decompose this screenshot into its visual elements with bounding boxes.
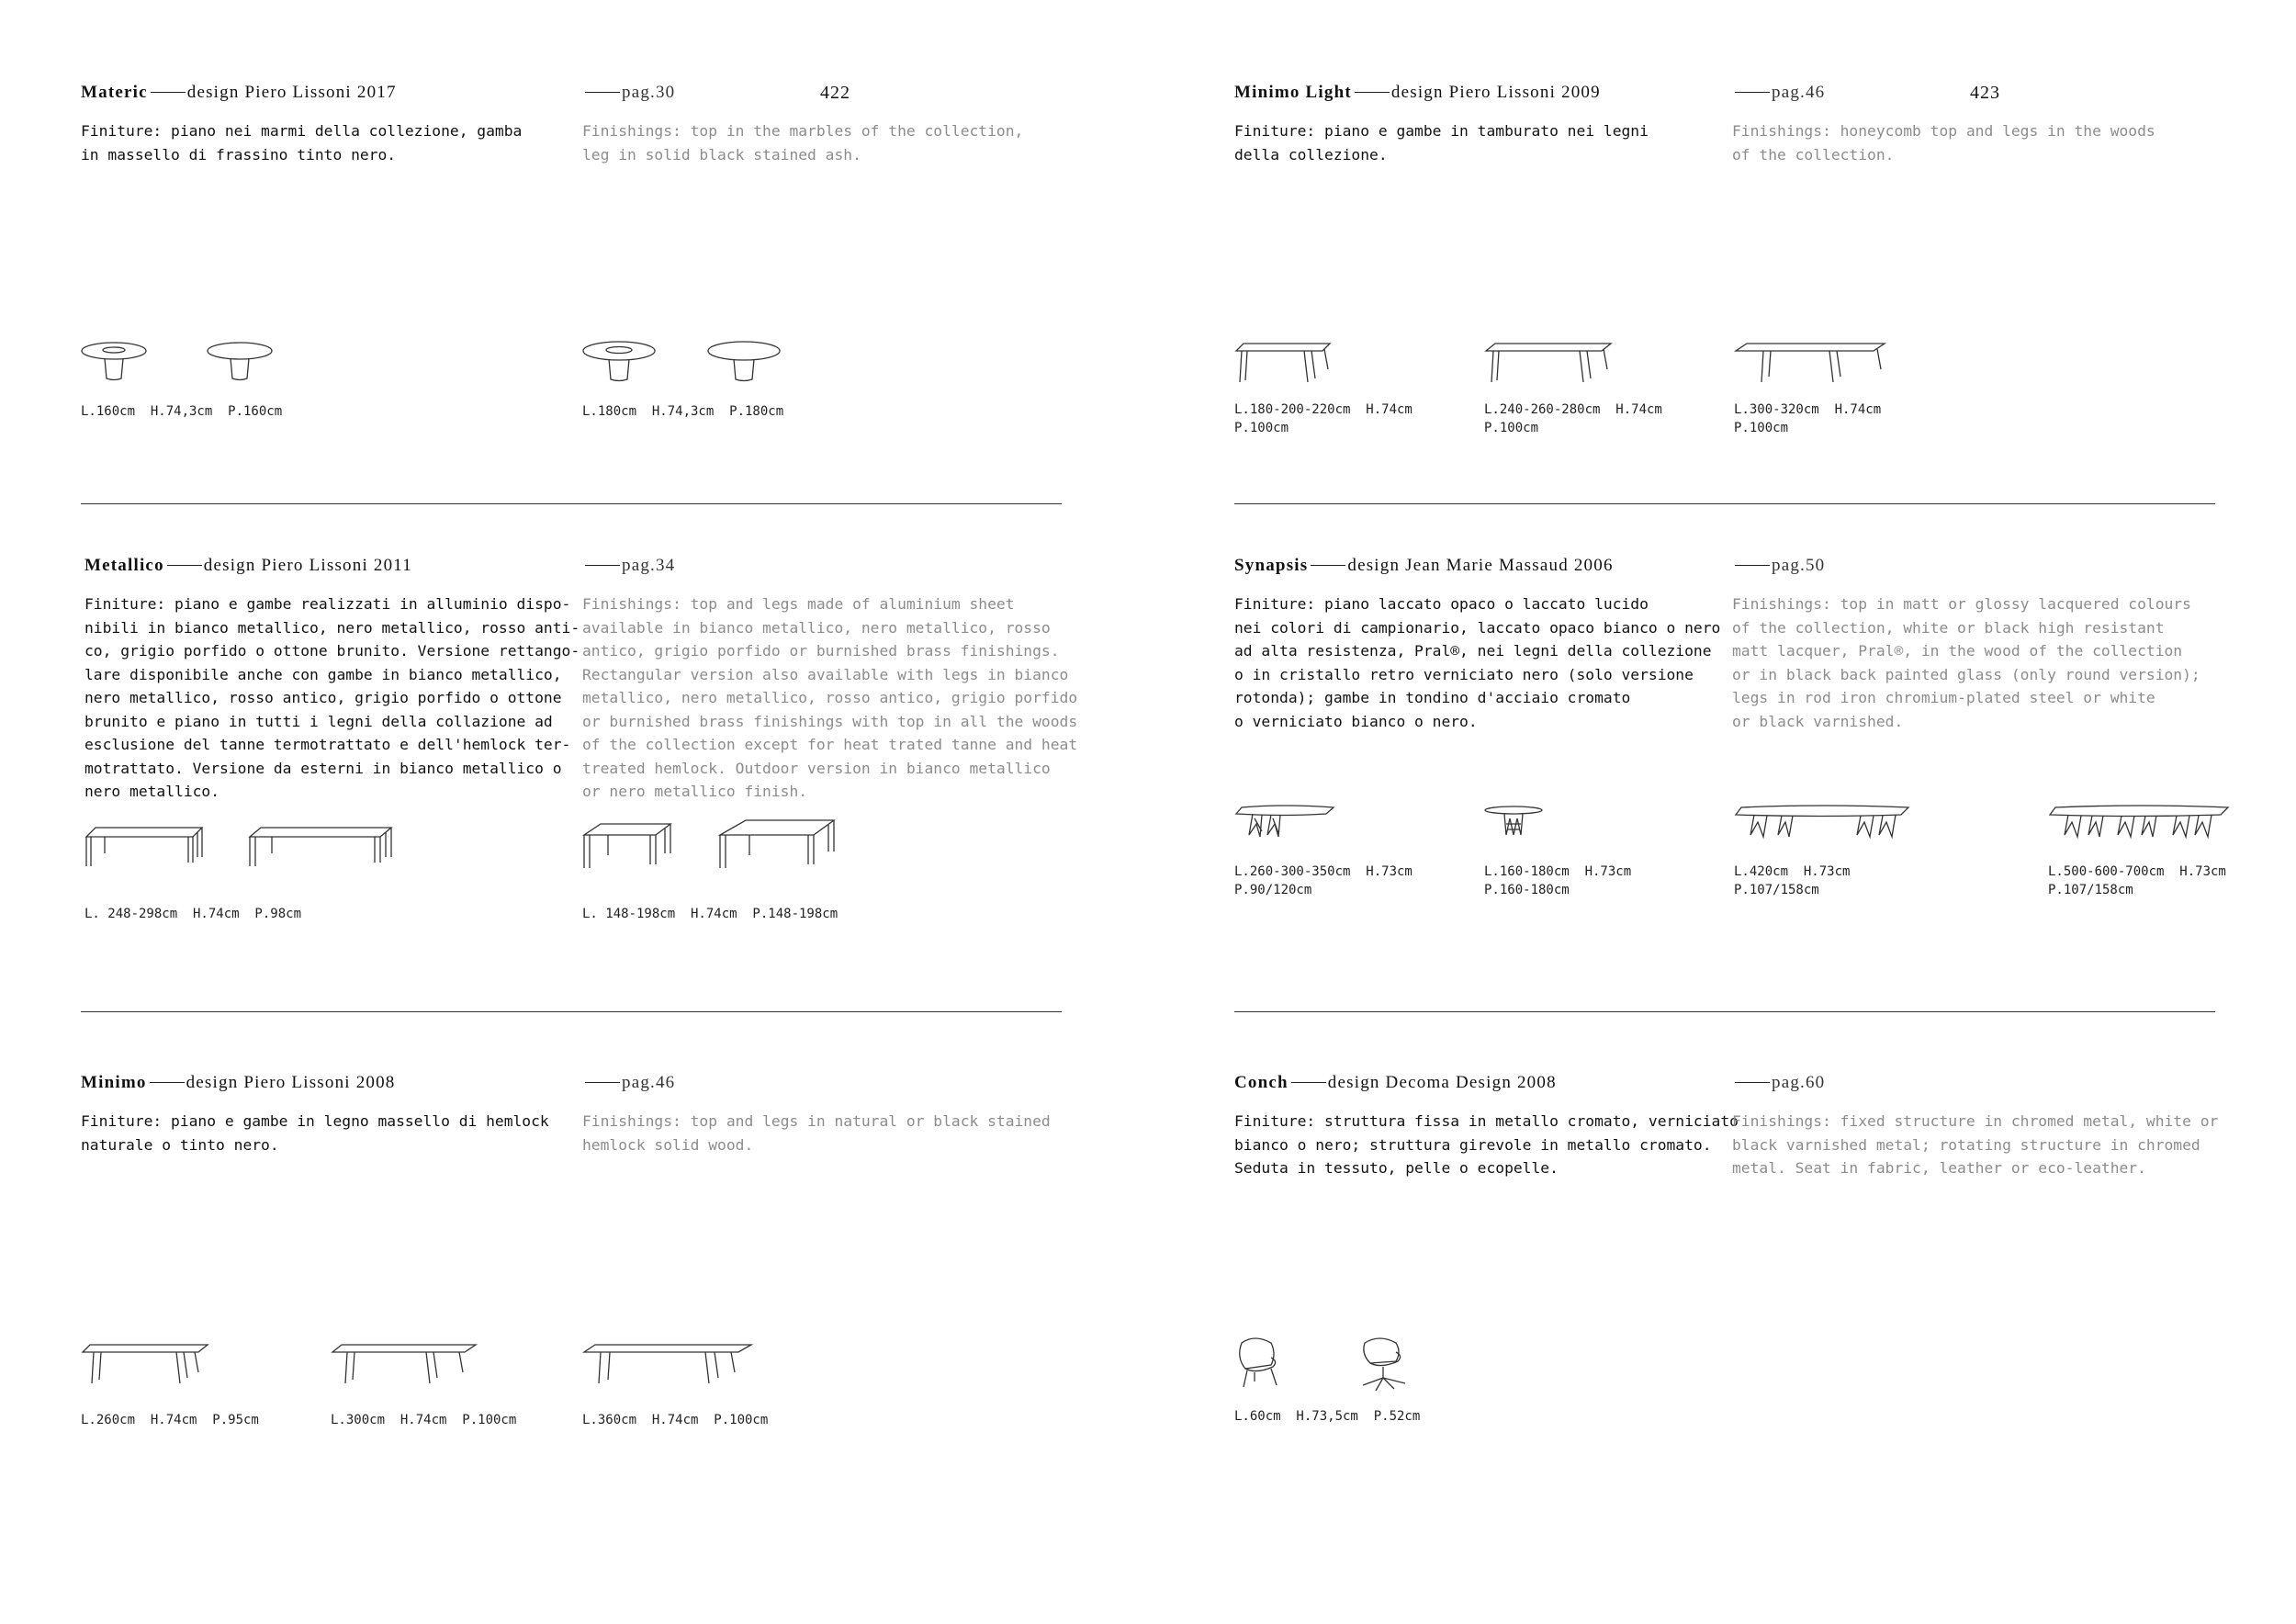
product-variant [1234,342,1412,437]
product-variant [1357,1337,1412,1393]
product-title [1234,1073,1557,1093]
dash-separator [167,565,202,566]
dimensions: L.260-300-350cm H.73cm P.90/120cm [1234,864,1412,897]
page-number: 423 [1970,83,2000,103]
dash-separator [1291,1082,1326,1083]
long-table-drawing [582,1343,753,1389]
product-variant [718,818,838,872]
dash-separator [585,1082,620,1083]
description-italian: Finiture: piano e gambe in tamburato nei legni della collezione. [1234,122,1649,164]
dash-separator [585,565,620,566]
product-name: Synapsis [1234,556,1309,575]
dimensions: L.240-260-280cm H.74cm P.100cm [1484,402,1662,435]
dimensions: L.300-320cm H.74cm P.100cm [1734,402,1882,435]
product-variant [248,826,395,870]
product-variant [207,342,280,388]
description-italian: Finiture: piano laccato opaco o laccato lucido nei colori di campionario, laccato opaco bianco o nero ad alta resistenza, Pral®, nei legni della collezione o in cristallo retro verniciato nero (solo versione rotonda); gambe in tondino d'acciaio cromato o verniciato bianco o nero. [1234,595,1721,730]
chair-drawing [1234,1337,1284,1389]
long-table-drawing [331,1343,478,1389]
dimensions: L.180-200-220cm H.74cm P.100cm [1234,402,1412,435]
dimensions: L. 148-198cm H.74cm P.148-198cm [582,907,838,921]
description-italian: Finiture: piano e gambe in legno massello di hemlock naturale o tinto nero. [81,1112,549,1154]
product-title [1234,556,1614,576]
product-variant [1234,806,1412,899]
product-name: Metallico [84,556,164,575]
dash-separator [151,92,186,93]
dash-separator [1735,565,1770,566]
description-english: Finishings: honeycomb top and legs in the woods of the collection. [1732,122,2155,164]
dash-separator [1311,565,1345,566]
round-table-drawing [707,342,790,388]
page-reference: pag.50 [1732,556,1825,576]
table-drawing [1734,342,1886,386]
product-name: Conch [1234,1073,1289,1092]
page-reference: pag.34 [582,556,675,576]
rectangular-table-drawing [248,826,395,870]
page-reference: pag.46 [582,1073,675,1093]
dash-separator [1735,92,1770,93]
description-english: Finishings: top in the marbles of the collection, leg in solid black stained ash. [582,122,1024,164]
dash-separator [150,1082,185,1083]
page-reference: pag.60 [1732,1073,1825,1093]
description-italian: Finiture: struttura fissa in metallo cromato, verniciato bianco o nero; struttura girevole in metallo cromato. Seduta in tessuto, pelle o ecopelle. [1234,1112,1739,1177]
product-title [81,83,397,103]
product-variant [707,342,790,388]
dimensions: L.180cm H.74,3cm P.180cm [582,404,784,419]
section-divider [81,1011,1062,1012]
right-page [1148,0,2296,1624]
product-designer: design Piero Lissoni 2009 [1390,83,1601,102]
dimensions: L.500-600-700cm H.73cm P.107/158cm [2048,864,2226,897]
product-variant [2048,806,2232,899]
rectangular-table-drawing [84,826,204,870]
section-divider [1234,1011,2215,1012]
dimensions: L.420cm H.73cm P.107/158cm [1734,864,1851,897]
dimensions: L.300cm H.74cm P.100cm [331,1413,517,1427]
dash-separator [585,92,620,93]
swivel-chair-drawing [1357,1337,1412,1393]
dimensions: L.160cm H.74,3cm P.160cm [81,404,283,419]
product-variant [81,1343,259,1429]
description-italian: Finiture: piano nei marmi della collezione, gamba in massello di frassino tinto nero. [81,122,523,164]
dash-separator [1735,1082,1770,1083]
dimensions: L.60cm H.73,5cm P.52cm [1234,1409,1421,1424]
page-reference: pag.46 [1732,83,1825,103]
dash-separator [1355,92,1390,93]
page-reference: pag.30 [582,83,675,103]
long-table-drawing [81,1343,209,1389]
product-designer: design Piero Lissoni 2011 [203,556,412,575]
long-table-drawing [2048,806,2232,842]
table-drawing [1484,342,1613,386]
product-variant [582,1343,768,1429]
round-table-drawing [81,342,154,388]
dimensions: L.160-180cm H.73cm P.160-180cm [1484,864,1632,897]
product-variant [1484,806,1631,899]
product-designer: design Decoma Design 2008 [1327,1073,1557,1092]
product-name: Minimo Light [1234,83,1352,102]
square-table-drawing [718,818,838,872]
product-title [84,556,412,576]
product-designer: design Piero Lissoni 2008 [186,1073,396,1092]
description-english: Finishings: top and legs made of aluminium sheet available in bianco metallico, nero metallico, rosso antico, grigio porfido or burnished brass finishings. Rectangular version also available with legs in bianco metallico, nero metallico, rosso antico, grigio porfido or burnished brass finishings with top in all the woods of the collection except for heat trated tanne and heat treated hemlock. Outdoor version in bianco metallico or nero metallico finish. [582,595,1078,800]
description-italian: Finiture: piano e gambe realizzati in alluminio dispo- nibili in bianco metallico, nero metallico, rosso anti- co, grigio porfido o ottone brunito. Versione rettango- lare disponibile anche con gambe in bianco metallico, nero metallico, rosso antico, grigio porfido o ottone brunito e piano in tutti i legni della collazione ad esclusione del tanne termotrattato e dell'hemlock ter- motrattato. Versione da esterni in bianco metallico o nero metallico. [84,595,580,800]
dimensions: L.360cm H.74cm P.100cm [582,1413,769,1427]
product-variant [1734,342,1886,437]
long-table-drawing [1734,806,1912,842]
table-drawing [1234,806,1337,842]
dimensions: L.260cm H.74cm P.95cm [81,1413,259,1427]
round-table-drawing [207,342,280,388]
product-variant [1484,342,1662,437]
product-variant [1734,806,1912,899]
product-title [1234,83,1601,103]
section-divider [81,503,1062,504]
product-title [81,1073,396,1093]
table-drawing [1234,342,1335,386]
description-english: Finishings: top and legs in natural or black stained hemlock solid wood. [582,1112,1051,1154]
product-variant [331,1343,516,1429]
product-name: Materic [81,83,148,102]
round-table-drawing [1484,806,1548,842]
section-divider [1234,503,2215,504]
product-name: Minimo [81,1073,147,1092]
description-english: Finishings: fixed structure in chromed metal, white or black varnished metal; rotating structure in chromed metal. Seat in fabric, leather or eco-leather. [1732,1112,2219,1177]
round-table-drawing [582,342,665,388]
description-english: Finishings: top in matt or glossy lacquered colours of the collection, white or black high resistant matt lacquer, Pral®, in the wood of the collection or in black back painted glass (only round version); legs in rod iron chromium-plated steel or white or black varnished. [1732,595,2200,730]
dimensions: L. 248-298cm H.74cm P.98cm [84,907,302,921]
product-designer: design Piero Lissoni 2017 [186,83,397,102]
square-table-drawing [582,822,674,872]
product-designer: design Jean Marie Massaud 2006 [1347,556,1614,575]
page-number: 422 [820,83,850,103]
